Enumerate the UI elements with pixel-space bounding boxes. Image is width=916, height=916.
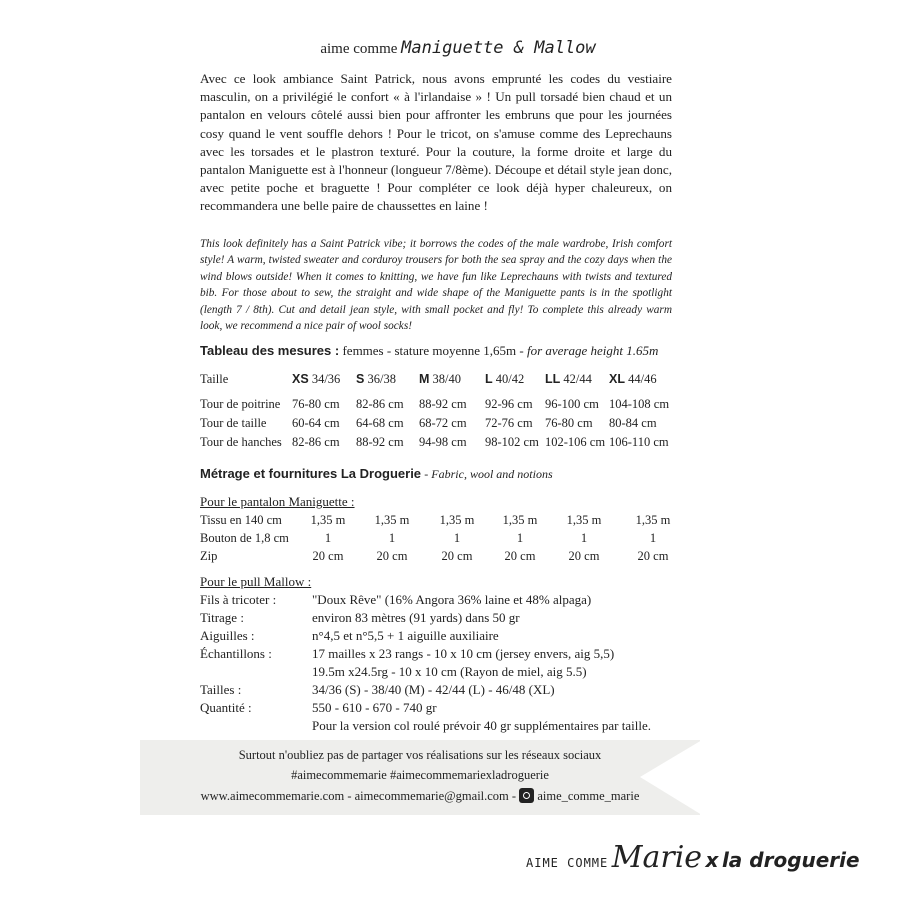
title-pattern-names: Maniguette & Mallow bbox=[401, 38, 596, 58]
brand-logo: AIME COMME Marie x la droguerie bbox=[526, 840, 860, 875]
sweater-heading: Pour le pull Mallow : bbox=[200, 574, 312, 589]
list-item: Fils à tricoter : "Doux Rêve" (16% Angora 36% laine et 48% alpaga) bbox=[200, 592, 592, 607]
table-row: Tissu en 140 cm 1,35 m 1,35 m 1,35 m 1,35 m 1,35 m 1,35 m bbox=[200, 512, 671, 527]
table-row: Tour de taille 60-64 cm 64-68 cm 68-72 cm 72-76 cm 76-80 cm 80-84 cm bbox=[200, 414, 669, 433]
page-title bbox=[0, 38, 916, 58]
size-row bbox=[200, 370, 669, 389]
banner-contact bbox=[140, 788, 700, 804]
table-row: Tour de hanches 82-86 cm 88-92 cm 94-98 cm 98-102 cm 102-106 cm 106-110 cm bbox=[200, 433, 669, 452]
instagram-handle[interactable]: aime_comme_marie bbox=[537, 789, 640, 803]
table-row: Bouton de 1,8 cm 1 1 1 1 1 1 bbox=[200, 530, 657, 545]
contact-links[interactable]: www.aimecommemarie.com - aimecommemarie@gmail.com - bbox=[200, 789, 517, 803]
row-label: Tour de poitrine bbox=[200, 397, 281, 411]
measures-heading bbox=[200, 343, 658, 359]
size-l: L 40/42 bbox=[485, 372, 525, 386]
measures-subtitle: femmes - stature moyenne 1,65m - bbox=[342, 343, 524, 358]
measures-table bbox=[200, 370, 669, 452]
list-item: Tailles : 34/36 (S) - 38/40 (M) - 42/44 (L) - 46/48 (XL) bbox=[200, 682, 555, 697]
supplies-subtitle-en: - Fabric, wool and notions bbox=[424, 467, 553, 481]
intro-english: This look definitely has a Saint Patrick vibe; it borrows the codes of the male wardrobe, Irish comfort style! A warm, twisted sweater and corduroy trousers for both the sea spray and the cozy days when the wind blows outside! When it comes to knitting, we have fun like Leprechauns with twists and textured bib. For those about to sew, the straight and wide shape of the Maniguette pants is in the spotlight (length 7 / 8th). Cut and detail jean style, with small pocket and fly! To complete this already warm look, we recommend a nice pair of wool socks! bbox=[200, 238, 672, 333]
intro-french: Avec ce look ambiance Saint Patrick, nous avons emprunté les codes du vestiaire masculin, on a privilégié le confort « à l'irlandaise » ! Un pull torsadé bien chaud et un pantalon en velours côtelé aussi bien pour affronter les embruns que pour les journées cosy quand le vent souffle dehors ! Pour le tricot, on s'amuse comme des Leprechauns avec les torsades et le plastron texturé. Pour la couture, la forme droite et large du pantalon Maniguette est à l'honneur (longueur 7/8ème). Découpe et détail style jean donc, avec petite poche et braguette ! Pour compléter ce look déjà hyper chaleureux, on recommandera une belle paire de chaussettes en laine ! bbox=[200, 71, 672, 214]
supplies-heading bbox=[200, 466, 553, 482]
list-item: Aiguilles : n°4,5 et n°5,5 + 1 aiguille auxiliaire bbox=[200, 628, 499, 643]
row-label: Tour de taille bbox=[200, 416, 267, 430]
size-ll: LL 42/44 bbox=[545, 372, 592, 386]
sweater-details bbox=[200, 592, 651, 736]
size-label: Taille bbox=[200, 372, 229, 386]
size-xl: XL 44/46 bbox=[609, 372, 657, 386]
banner-hashtags: #aimecommemarie #aimecommemariexladroguerie bbox=[291, 768, 549, 782]
list-item: 19.5m x24.5rg - 10 x 10 cm (Rayon de miel, aig 5.5) bbox=[312, 664, 587, 679]
banner-line-1: Surtout n'oubliez pas de partager vos réalisations sur les réseaux sociaux bbox=[238, 748, 602, 762]
pants-heading: Pour le pantalon Maniguette : bbox=[200, 494, 355, 509]
list-item: Quantité : 550 - 610 - 670 - 740 gr bbox=[200, 700, 437, 715]
size-xs: XS 34/36 bbox=[292, 372, 341, 386]
measures-subtitle-en: for average height 1.65m bbox=[526, 343, 659, 358]
measures-title: Tableau des mesures : bbox=[200, 343, 340, 358]
table-row: Tour de poitrine 76-80 cm 82-86 cm 88-92 cm 92-96 cm 96-100 cm 104-108 cm bbox=[200, 395, 669, 414]
instagram-icon bbox=[519, 788, 534, 803]
list-item: Pour la version col roulé prévoir 40 gr supplémentaires par taille. bbox=[312, 718, 651, 733]
pants-table bbox=[200, 511, 688, 565]
row-label: Tour de hanches bbox=[200, 435, 282, 449]
size-s: S 36/38 bbox=[356, 372, 396, 386]
list-item: Titrage : environ 83 mètres (91 yards) dans 50 gr bbox=[200, 610, 520, 625]
title-prefix: aime comme bbox=[320, 41, 398, 57]
size-m: M 38/40 bbox=[419, 372, 462, 386]
supplies-title: Métrage et fournitures La Droguerie bbox=[200, 466, 422, 481]
table-row: Zip 20 cm 20 cm 20 cm 20 cm 20 cm 20 cm bbox=[200, 548, 669, 563]
list-item: Échantillons : 17 mailles x 23 rangs - 10 x 10 cm (jersey envers, aig 5,5) bbox=[200, 646, 615, 661]
